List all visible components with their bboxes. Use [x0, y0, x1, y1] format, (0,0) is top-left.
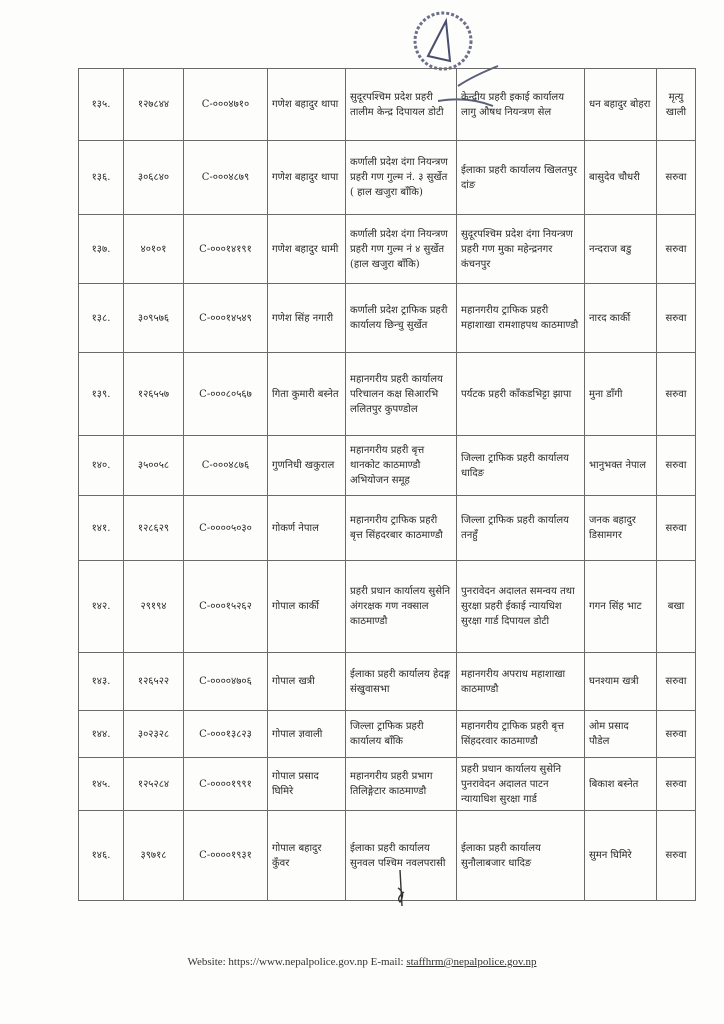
from-office-cell: ईलाका प्रहरी कार्यालय हेदङ्ग संखुवासभा [346, 653, 457, 711]
replacement-name-cell: जनक बहादुर डिसामगर [585, 496, 657, 561]
replacement-name-cell: भानुभक्त नेपाल [585, 436, 657, 496]
replacement-name-cell: ओम प्रसाद पौडेल [585, 711, 657, 758]
code-number-cell: C-०००१४५४९ [184, 284, 268, 353]
serial-number-cell: १३५. [79, 69, 124, 141]
to-office-cell: सुदूरपश्चिम प्रदेश दंगा नियन्त्रण प्रहरी गण मुका महेन्द्रनगर कंचनपुर [457, 215, 585, 284]
serial-number-cell: १३६. [79, 141, 124, 215]
code-number-cell: C-०००१४१९१ [184, 215, 268, 284]
from-office-cell: महानगरीय प्रहरी बृत्त थानकोट काठमाण्डौ अभियोजन समूह [346, 436, 457, 496]
table-row [79, 496, 696, 561]
replacement-name-cell: मुना डाँगी [585, 353, 657, 436]
footer-email-link[interactable]: staffhrm@nepalpolice.gov.np [406, 956, 537, 968]
id-number-cell: ३०२३२८ [124, 711, 184, 758]
employee-name-cell: गिता कुमारी बस्नेत [268, 353, 346, 436]
remark-cell: मृत्यु खाली [657, 69, 696, 141]
employee-name-cell: गणेश बहादुर धामी [268, 215, 346, 284]
table-row [79, 711, 696, 758]
employee-name-cell: गोपाल प्रसाद घिमिरे [268, 758, 346, 811]
serial-number-cell: १४२. [79, 561, 124, 653]
to-office-cell: पुनरावेदन अदालत समन्वय तथा सुरक्षा प्रहरी ईकाई न्यायधिश सुरक्षा गार्ड दिपायल डोटी [457, 561, 585, 653]
code-number-cell: C-०००१५२६२ [184, 561, 268, 653]
replacement-name-cell: बासुदेव चौधरी [585, 141, 657, 215]
code-number-cell: C-००००१९३१ [184, 811, 268, 901]
employee-name-cell: गणेश सिंह नगारी [268, 284, 346, 353]
to-office-cell: महानगरीय ट्राफिक प्रहरी महाशाखा रामशाहपथ काठमाण्डौ [457, 284, 585, 353]
remark-cell: सरुवा [657, 353, 696, 436]
to-office-cell: केन्द्रीय प्रहरी इकाई कार्यालय लागु औषध नियन्त्रण सेल [457, 69, 585, 141]
page-footer [0, 956, 724, 968]
id-number-cell: १२७८४४ [124, 69, 184, 141]
serial-number-cell: १४१. [79, 496, 124, 561]
id-number-cell: १२६५२२ [124, 653, 184, 711]
employee-name-cell: गोपाल बहादुर कुँवर [268, 811, 346, 901]
replacement-name-cell: नारद कार्की [585, 284, 657, 353]
id-number-cell: ३५००५८ [124, 436, 184, 496]
signature-mark [392, 868, 412, 908]
table-row [79, 436, 696, 496]
from-office-cell: कर्णाली प्रदेश दंगा नियन्त्रण प्रहरी गण गुल्म नं ४ सुर्खेत (हाल खजुरा बाँकि) [346, 215, 457, 284]
id-number-cell: ४०१०१ [124, 215, 184, 284]
from-office-cell: महानगरीय ट्राफिक प्रहरी बृत्त सिंहदरबार काठमाण्डौ [346, 496, 457, 561]
to-office-cell: प्रहरी प्रधान कार्यालय सुसेनि पुनरावेदन अदालत पाटन न्यायाधिश सुरक्षा गार्ड [457, 758, 585, 811]
from-office-cell: जिल्ला ट्राफिक प्रहरी कार्यालय बाँकि [346, 711, 457, 758]
id-number-cell: ३०९५७६ [124, 284, 184, 353]
replacement-name-cell: बिकाश बस्नेत [585, 758, 657, 811]
serial-number-cell: १४४. [79, 711, 124, 758]
from-office-cell: कर्णाली प्रदेश दंगा नियन्त्रण प्रहरी गण गुल्म नं. ३ सुर्खेत ( हाल खजुरा बाँकि) [346, 141, 457, 215]
table-row [79, 561, 696, 653]
to-office-cell: पर्यटक प्रहरी काँकडभिट्टा झापा [457, 353, 585, 436]
employee-name-cell: गुणनिधी खकुराल [268, 436, 346, 496]
remark-cell: बखा [657, 561, 696, 653]
from-office-cell: ईलाका प्रहरी कार्यालय सुनवल पश्चिम नवलपरासी [346, 811, 457, 901]
table-row [79, 284, 696, 353]
remark-cell: सरुवा [657, 711, 696, 758]
employee-name-cell: गोपाल ज्ञवाली [268, 711, 346, 758]
employee-name-cell: गोपाल कार्की [268, 561, 346, 653]
footer-website: Website: https://www.nepalpolice.gov.np E-mail: [187, 956, 407, 968]
employee-name-cell: गणेश बहादुर थापा [268, 69, 346, 141]
serial-number-cell: १४०. [79, 436, 124, 496]
table-row [79, 69, 696, 141]
code-number-cell: C-०००४८७९ [184, 141, 268, 215]
employee-name-cell: गोपाल खत्री [268, 653, 346, 711]
replacement-name-cell: धन बहादुर बोहरा [585, 69, 657, 141]
to-office-cell: महानगरीय अपराध महाशाखा काठमाण्डौ [457, 653, 585, 711]
code-number-cell: C-००००४७०६ [184, 653, 268, 711]
employee-name-cell: गोकर्ण नेपाल [268, 496, 346, 561]
replacement-name-cell: सुमन घिमिरे [585, 811, 657, 901]
replacement-name-cell: घनश्याम खत्री [585, 653, 657, 711]
code-number-cell: C-००००१९९१ [184, 758, 268, 811]
from-office-cell: सुदूरपश्चिम प्रदेश प्रहरी तालीम केन्द्र दिपायल डोटी [346, 69, 457, 141]
serial-number-cell: १३८. [79, 284, 124, 353]
remark-cell: सरुवा [657, 284, 696, 353]
remark-cell: सरुवा [657, 653, 696, 711]
code-number-cell: C-०००४८७६ [184, 436, 268, 496]
to-office-cell: महानगरीय ट्राफिक प्रहरी बृत्त सिंहदरवार काठमाण्डौ [457, 711, 585, 758]
table-row [79, 215, 696, 284]
remark-cell: सरुवा [657, 215, 696, 284]
id-number-cell: ३०६८४० [124, 141, 184, 215]
serial-number-cell: १३९. [79, 353, 124, 436]
serial-number-cell: १४६. [79, 811, 124, 901]
from-office-cell: प्रहरी प्रधान कार्यालय सुसेनि अंगरक्षक गण नक्साल काठमाण्डौ [346, 561, 457, 653]
to-office-cell: ईलाका प्रहरी कार्यालय सुनौलाबजार धादिङ [457, 811, 585, 901]
transfer-table [78, 68, 696, 901]
id-number-cell: १२८६२९ [124, 496, 184, 561]
remark-cell: सरुवा [657, 436, 696, 496]
from-office-cell: महानगरीय प्रहरी प्रभाग तिलिङ्गेटार काठमाण्डौ [346, 758, 457, 811]
remark-cell: सरुवा [657, 758, 696, 811]
serial-number-cell: १३७. [79, 215, 124, 284]
id-number-cell: १२५२८४ [124, 758, 184, 811]
table-row [79, 811, 696, 901]
remark-cell: सरुवा [657, 141, 696, 215]
replacement-name-cell: गगन सिंह भाट [585, 561, 657, 653]
code-number-cell: C-०००१३८२३ [184, 711, 268, 758]
employee-name-cell: गणेश बहादुर थापा [268, 141, 346, 215]
table-row [79, 353, 696, 436]
to-office-cell: ईलाका प्रहरी कार्यालय खिलतपुर दांङ [457, 141, 585, 215]
table-row [79, 758, 696, 811]
from-office-cell: कर्णाली प्रदेश ट्राफिक प्रहरी कार्यालय छिन्चु सुर्खेत [346, 284, 457, 353]
id-number-cell: १२६५५७ [124, 353, 184, 436]
replacement-name-cell: नन्दराज बडु [585, 215, 657, 284]
to-office-cell: जिल्ला ट्राफिक प्रहरी कार्यालय तनहुँ [457, 496, 585, 561]
id-number-cell: २९१९४ [124, 561, 184, 653]
id-number-cell: ३९७१८ [124, 811, 184, 901]
code-number-cell: C-०००८०५६७ [184, 353, 268, 436]
remark-cell: सरुवा [657, 811, 696, 901]
to-office-cell: जिल्ला ट्राफिक प्रहरी कार्यालय धादिङ [457, 436, 585, 496]
code-number-cell: C-०००४७१० [184, 69, 268, 141]
code-number-cell: C-००००५०३० [184, 496, 268, 561]
table-row [79, 141, 696, 215]
from-office-cell: महानगरीय प्रहरी कार्यालय परिचालन कक्ष सिआरभि ललितपुर कुपण्डोल [346, 353, 457, 436]
table-row [79, 653, 696, 711]
remark-cell: सरुवा [657, 496, 696, 561]
serial-number-cell: १४५. [79, 758, 124, 811]
serial-number-cell: १४३. [79, 653, 124, 711]
